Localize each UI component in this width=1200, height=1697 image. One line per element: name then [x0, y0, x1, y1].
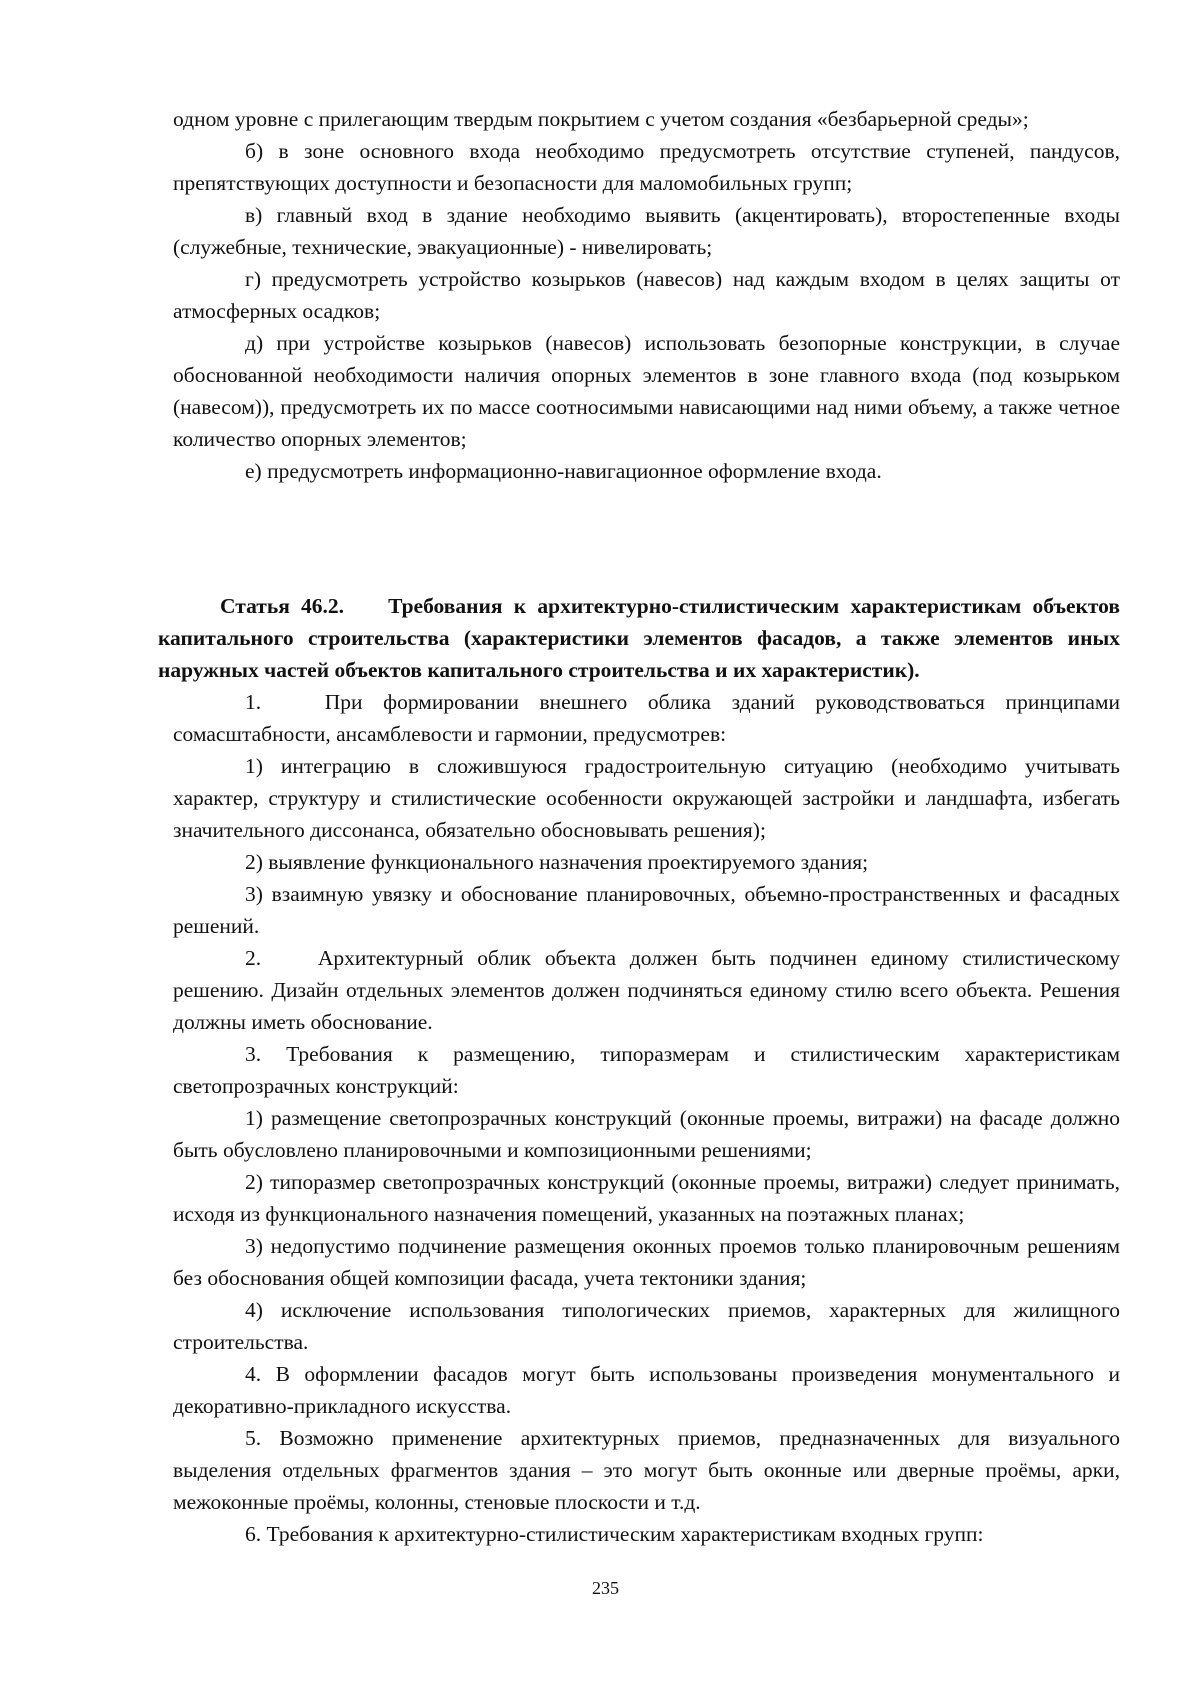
article-paragraph: 1) интеграцию в сложившуюся градостроительную ситуацию (необходимо учитывать характер, структуру и стилистические особенности окружающей застройки и ландшафта, избегать значительного диссонанса, обязательно обосновывать решения);: [173, 754, 1120, 842]
article-paragraph: 3. Требования к размещению, типоразмерам и стилистическим характеристикам светопрозрачных конструкций:: [173, 1042, 1120, 1098]
list-item-e: е) предусмотреть информационно-навигационное оформление входа.: [245, 459, 882, 483]
article-section: [158, 590, 1120, 1550]
list-item-g: г) предусмотреть устройство козырьков (навесов) над каждым входом в целях защиты от атмосферных осадков;: [173, 267, 1120, 323]
article-paragraph: 2. Архитектурный облик объекта должен быть подчинен единому стилистическому решению. Дизайн отдельных элементов должен подчиняться единому стилю всего объекта. Решения должны иметь обоснование.: [173, 946, 1120, 1034]
article-paragraph: 3) недопустимо подчинение размещения оконных проемов только планировочным решениям без обоснования общей композиции фасада, учета тектоники здания;: [173, 1234, 1120, 1290]
top-text-block: [173, 103, 1120, 487]
paragraph-continuation: одном уровне с прилегающим твердым покрытием с учетом создания «безбарьерной среды»;: [173, 107, 1029, 131]
article-paragraph: 3) взаимную увязку и обоснование планировочных, объемно-пространственных и фасадных решений.: [173, 882, 1120, 938]
article-heading: [158, 590, 1120, 686]
article-body: [173, 686, 1120, 1550]
article-number: Статья 46.2.: [220, 594, 345, 618]
list-item-v: в) главный вход в здание необходимо выявить (акцентировать), второстепенные входы (служебные, технические, эвакуационные) - нивелировать;: [173, 203, 1120, 259]
article-paragraph: 4. В оформлении фасадов могут быть использованы произведения монументального и декоративно-прикладного искусства.: [173, 1362, 1120, 1418]
article-paragraph: 4) исключение использования типологических приемов, характерных для жилищного строительства.: [173, 1298, 1120, 1354]
article-paragraph: 2) типоразмер светопрозрачных конструкций (оконные проемы, витражи) следует принимать, исходя из функционального назначения помещений, указанных на поэтажных планах;: [173, 1170, 1120, 1226]
article-title: Требования к архитектурно-стилистическим характеристикам объектов капитального строительства (характеристики элементов фасадов, а также элементов иных наружных частей объектов капитального строительства и их характеристик).: [158, 594, 1121, 682]
article-paragraph: 5. Возможно применение архитектурных приемов, предназначенных для визуального выделения отдельных фрагментов здания – это могут быть оконные или дверные проёмы, арки, межоконные проёмы, колонны, стеновые плоскости и т.д.: [173, 1426, 1120, 1514]
list-item-b: б) в зоне основного входа необходимо предусмотреть отсутствие ступеней, пандусов, препятствующих доступности и безопасности для маломобильных групп;: [173, 139, 1120, 195]
page-number: 235: [592, 1578, 619, 1598]
article-paragraph: 6. Требования к архитектурно-стилистическим характеристикам входных групп:: [245, 1522, 984, 1546]
article-paragraph: 1) размещение светопрозрачных конструкций (оконные проемы, витражи) на фасаде должно быть обусловлено планировочными и композиционными решениями;: [173, 1106, 1120, 1162]
article-paragraph: 2) выявление функционального назначения проектируемого здания;: [245, 850, 869, 874]
list-item-d: д) при устройстве козырьков (навесов) использовать безопорные конструкции, в случае обоснованной необходимости наличия опорных элементов в зоне главного входа (под козырьком (навесом)), предусмотреть их по массе соотносимыми нависающими над ними объему, а также четное количество опорных элементов;: [173, 331, 1120, 451]
article-paragraph: 1. При формировании внешнего облика зданий руководствоваться принципами сомасштабности, ансамблевости и гармонии, предусмотрев:: [173, 690, 1120, 746]
